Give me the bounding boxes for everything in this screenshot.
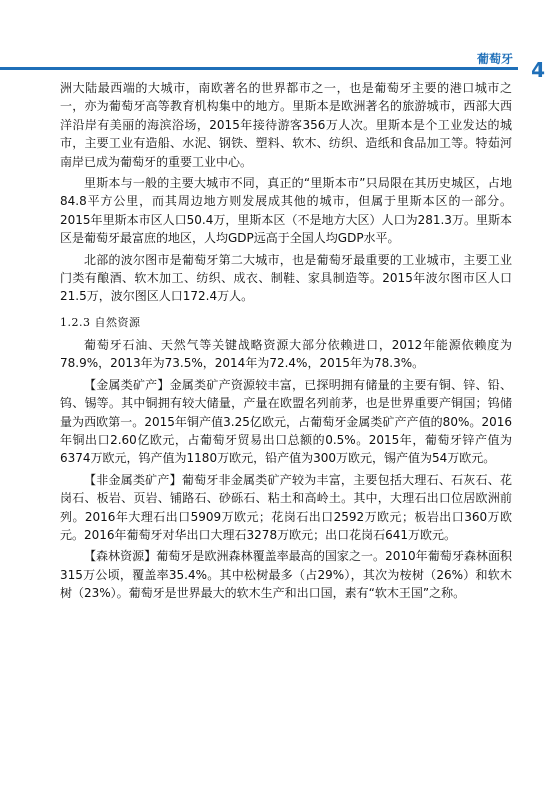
paragraph-metal-minerals: 【金属类矿产】金属类矿产资源较丰富，已探明拥有储量的主要有铜、锌、铅、钨、锡等。其中铜拥有较大储量，产量在欧盟名列前茅，也是世界重要产铜国；钨储量为西欧第一。2015年铜产值3.25亿欧元，占葡萄牙金属类矿产产值的80%。2016年铜出口2.60亿欧元，占葡萄牙贸易出口总额的0.5%。2015年，葡萄牙锌产值为6374万欧元，钨产值为1180万欧元，铅产值为300万欧元，锡产值为54万欧元。 — [60, 377, 512, 466]
paragraph-nonmetal-minerals: 【非金属类矿产】葡萄牙非金属类矿产较为丰富，主要包括大理石、石灰石、花岗石、板岩、页岩、铺路石、砂砾石、粘土和高岭土。其中，大理石出口位居欧洲前列。2016年大理石出口5909万欧元；花岗石出口2592万欧元；板岩出口360万欧元。2016年葡萄牙对华出口大理石3278万欧元；出口花岗石641万欧元。 — [60, 472, 512, 542]
paragraph-energy: 葡萄牙石油、天然气等关键战略资源大部分依赖进口，2012年能源依赖度为78.9%，2013年为73.5%，2014年为72.4%，2015年为78.3%。 — [60, 337, 512, 371]
paragraph-lisbon-intro: 洲大陆最西端的大城市，南欧著名的世界都市之一，也是葡萄牙主要的港口城市之一，亦为葡萄牙高等教育机构集中的地方。里斯本是欧洲著名的旅游城市，西部大西洋沿岸有美丽的海滨浴场，2015年接待游客356万人次。里斯本是个工业发达的城市，主要工业有造船、水泥、钢铁、塑料、软木、纺织、造纸和食品加工等。特茹河南岸已成为葡萄牙的重要工业中心。 — [60, 81, 512, 169]
header-title: 葡萄牙 — [476, 52, 513, 66]
section-heading-natural-resources: 1.2.3 自然资源 — [60, 315, 141, 329]
page-body — [60, 79, 512, 606]
page-number: 4 — [531, 58, 545, 82]
paragraph-forest-resources: 【森林资源】葡萄牙是欧洲森林覆盖率最高的国家之一。2010年葡萄牙森林面积315万公顷，覆盖率35.4%。其中松树最多（占29%），其次为桉树（26%）和软木树（23%）。葡萄牙是世界最大的软木生产和出口国，素有“软木王国”之称。 — [60, 549, 512, 601]
paragraph-lisbon-city: 里斯本与一般的主要大城市不同，真正的“里斯本市”只局限在其历史城区，占地84.8平方公里，而其周边地方则发展成其他的城市，但属于里斯本区的一部分。2015年里斯本市区人口50.4万，里斯本区（不是地方大区）人口为281.3万。里斯本区是葡萄牙最富庶的地区，人均GDP远高于全国人均GDP水平。 — [60, 176, 512, 246]
header-rule — [0, 67, 518, 70]
paragraph-porto: 北部的波尔图市是葡萄牙第二大城市，也是葡萄牙最重要的工业城市，主要工业门类有酿酒、软木加工、纺织、成衣、制鞋、家具制造等。2015年波尔图市区人口21.5万，波尔图区人口172.4万人。 — [60, 252, 512, 304]
